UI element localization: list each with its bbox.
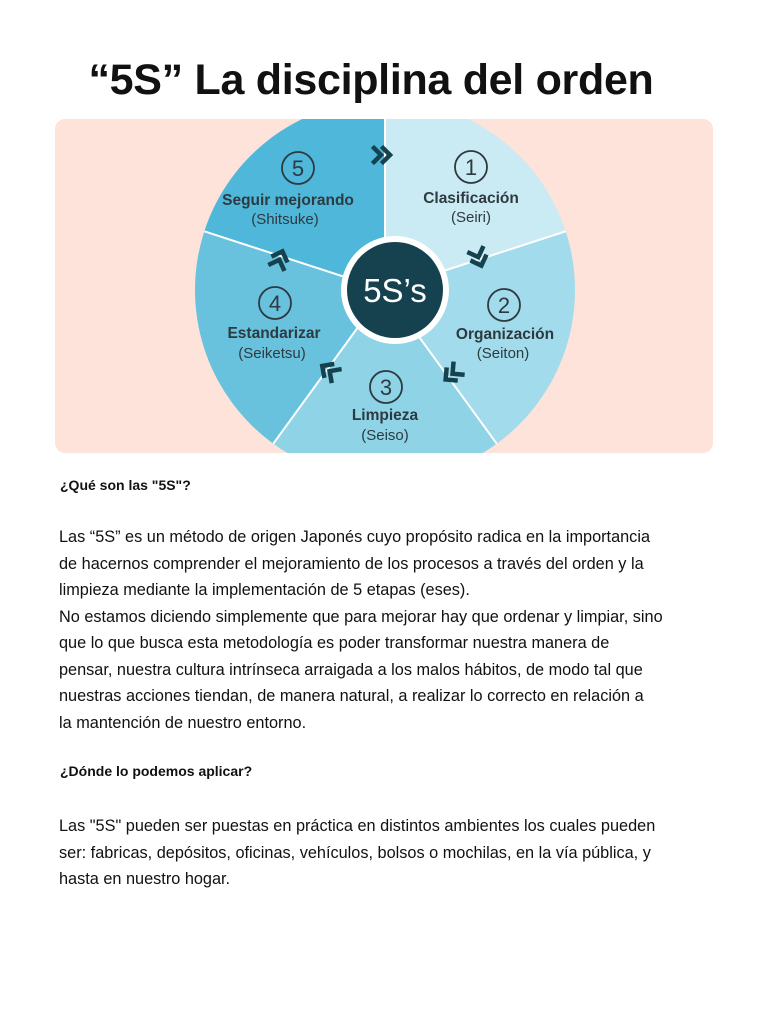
body-line: de hacernos comprender el mejoramiento de los procesos a través del orden y la xyxy=(59,554,644,573)
step-4-japanese: (Seiketsu) xyxy=(238,345,306,362)
step-1-number: 1 xyxy=(464,155,478,180)
page-title: “5S” La disciplina del orden xyxy=(88,56,654,104)
step-2-number: 2 xyxy=(497,293,511,318)
body-line: Las "5S" pueden ser puestas en práctica en distintos ambientes los cuales pueden xyxy=(59,817,656,835)
step-1-japanese: (Seiri) xyxy=(451,209,491,226)
step-1-name: Clasificación xyxy=(423,190,519,207)
body-line: ser: fabricas, depósitos, oficinas, vehículos, bolsos o mochilas, en la vía pública, y xyxy=(59,843,651,862)
center-label: 5S’s xyxy=(363,272,427,309)
body-line: que lo que busca esta metodología es poder transformar nuestra manera de xyxy=(59,634,610,652)
body-line: limpieza mediante la implementación de 5 etapas (eses). xyxy=(59,581,470,599)
section-1-heading: ¿Qué son las "5S"? xyxy=(60,477,191,493)
body-line: Las “5S” es un método de origen Japonés cuyo propósito radica en la importancia xyxy=(59,528,650,546)
body-line: pensar, nuestra cultura intrínseca arraigada a los malos hábitos, de modo tal que xyxy=(59,660,643,679)
body-line: la mantención de nuestro entorno. xyxy=(59,713,307,732)
5s-cycle-svg xyxy=(55,119,713,453)
step-3-japanese: (Seiso) xyxy=(361,427,409,444)
section-2-body xyxy=(59,813,749,893)
section-2-heading: ¿Dónde lo podemos aplicar? xyxy=(60,763,253,779)
body-line: nuestras acciones tiendan, de manera natural, a realizar lo correcto en relación a xyxy=(59,687,644,705)
step-3-number: 3 xyxy=(379,375,393,400)
5s-cycle-diagram xyxy=(55,119,713,453)
step-5-japanese: (Shitsuke) xyxy=(251,211,319,228)
section-1-body xyxy=(59,524,749,736)
step-5-name: Seguir mejorando xyxy=(222,192,354,209)
step-4-number: 4 xyxy=(268,291,282,316)
step-2-name: Organización xyxy=(455,326,555,343)
step-4-name: Estandarizar xyxy=(227,325,321,342)
step-5-number: 5 xyxy=(291,156,305,181)
body-line: hasta en nuestro hogar. xyxy=(59,870,231,888)
step-3-name: Limpieza xyxy=(351,407,419,424)
body-line: No estamos diciendo simplemente que para mejorar hay que ordenar y limpiar, sino xyxy=(59,607,663,626)
step-2-japanese: (Seiton) xyxy=(476,345,530,362)
